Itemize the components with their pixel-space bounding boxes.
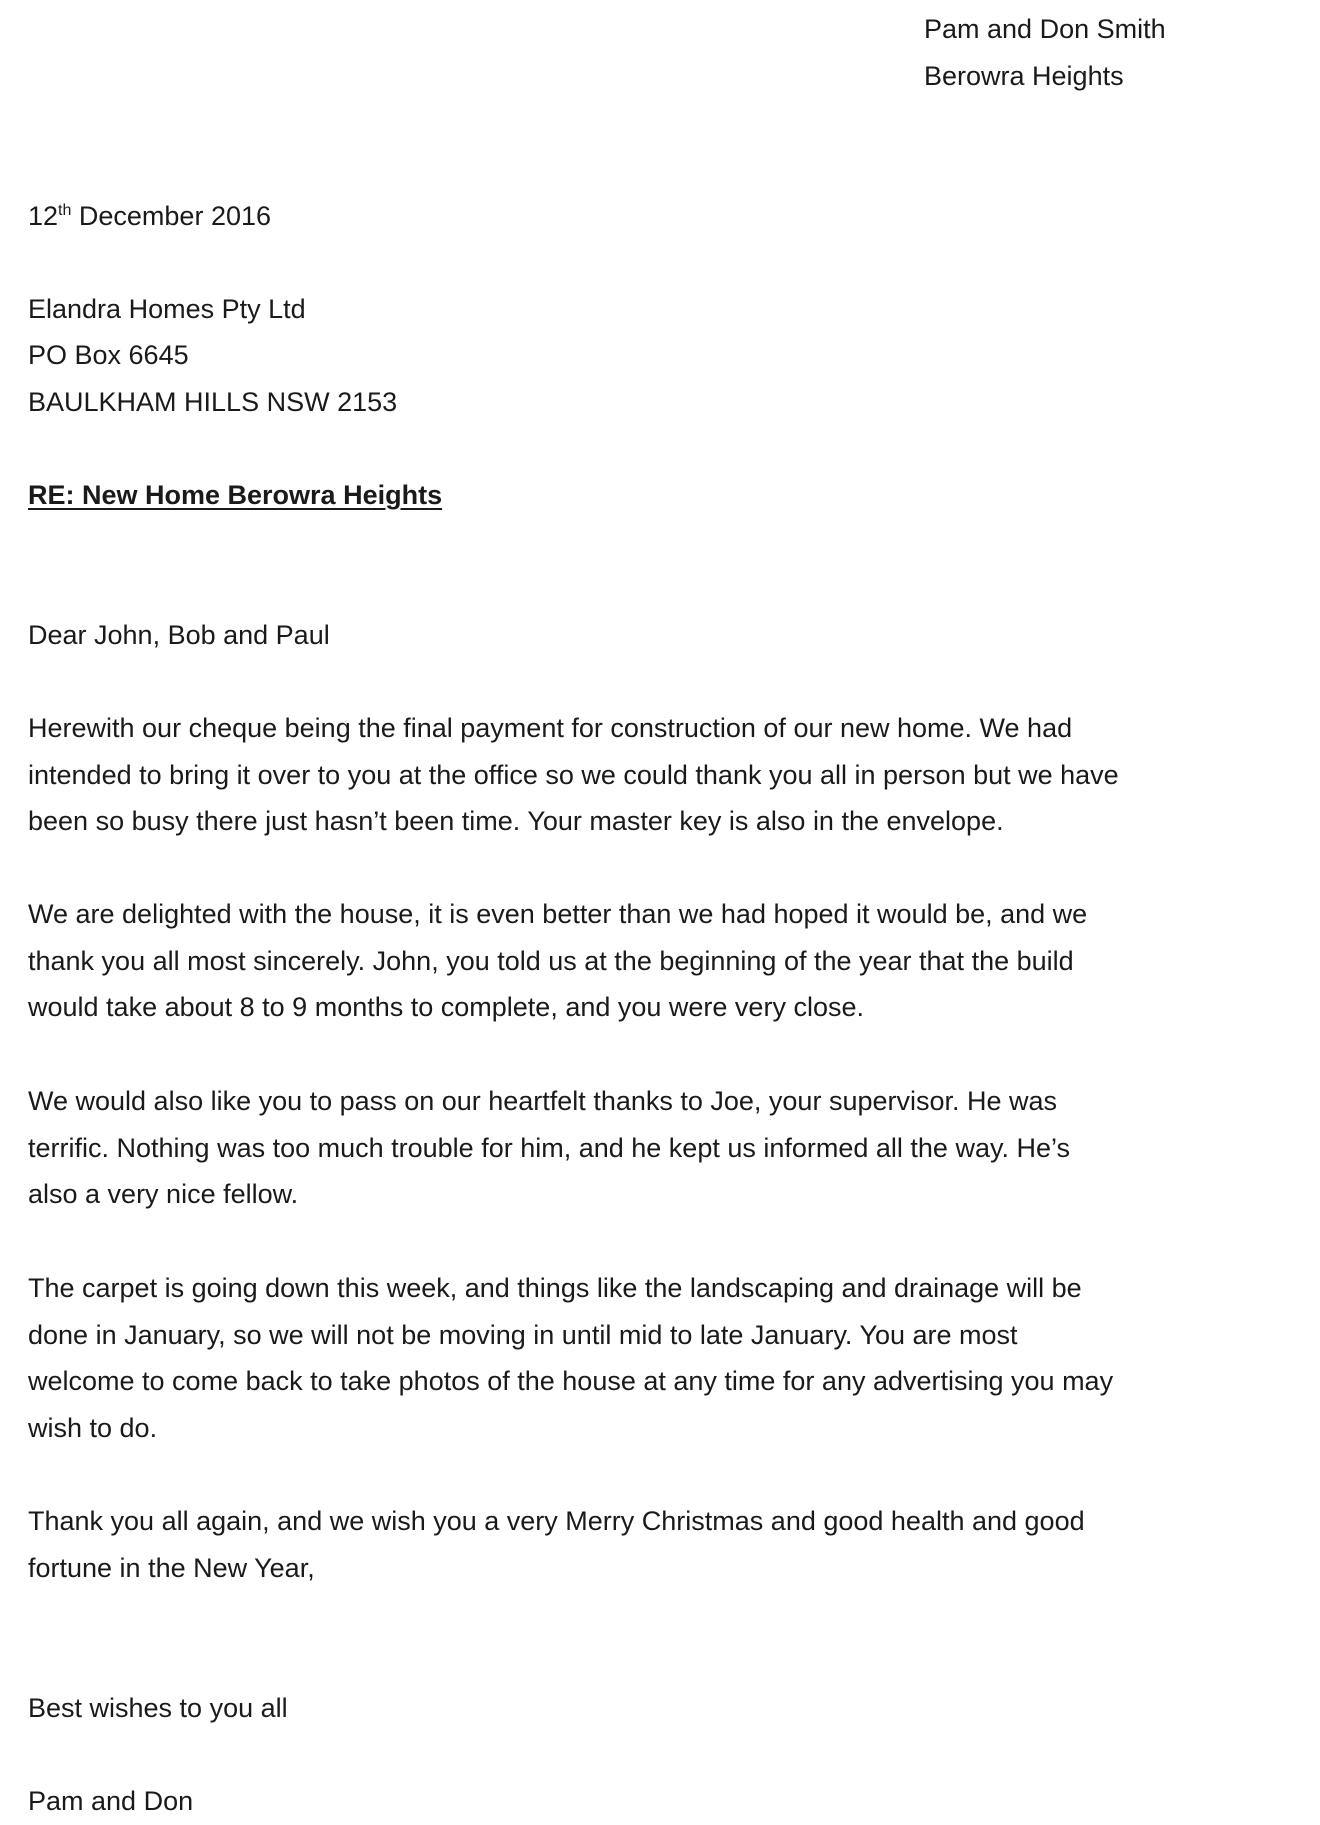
paragraph-line: We are delighted with the house, it is even better than we had hoped it would be, and we — [28, 899, 1088, 929]
paragraph-2 — [28, 891, 1298, 1031]
paragraph-line: Thank you all again, and we wish you a very Merry Christmas and good health and good — [28, 1506, 1085, 1536]
paragraph-line: been so busy there just hasn’t been time. Your master key is also in the envelope. — [28, 806, 1004, 836]
paragraph-line: wish to do. — [28, 1412, 158, 1443]
sender-name: Pam and Don Smith — [924, 14, 1166, 44]
sender-location: Berowra Heights — [924, 61, 1124, 91]
paragraph-line: The carpet is going down this week, and things like the landscaping and drainage will be — [28, 1273, 1082, 1303]
paragraph-3 — [28, 1078, 1298, 1218]
signature: Pam and Don — [28, 1786, 194, 1816]
subject-line: RE: New Home Berowra Heights — [28, 480, 443, 510]
paragraph-line: Herewith our cheque being the final payment for construction of our new home. We had — [28, 713, 1073, 743]
paragraph-line: thank you all most sincerely. John, you told us at the beginning of the year that the build — [28, 945, 1074, 976]
paragraph-line: fortune in the New Year, — [28, 1552, 315, 1583]
recipient-po-box: PO Box 6645 — [28, 340, 189, 370]
paragraph-line: intended to bring it over to you at the office so we could thank you all in person but we have — [28, 759, 1119, 790]
paragraph-4 — [28, 1265, 1298, 1451]
recipient-company: Elandra Homes Pty Ltd — [28, 294, 306, 324]
paragraph-line: would take about 8 to 9 months to complete, and you were very close. — [28, 992, 864, 1022]
date-day: 12 — [28, 201, 59, 231]
paragraph-line: welcome to come back to take photos of the house at any time for any advertising you may — [28, 1366, 1114, 1396]
paragraph-5 — [28, 1498, 1298, 1591]
paragraph-line: also a very nice fellow. — [28, 1179, 299, 1209]
recipient-city: BAULKHAM HILLS NSW 2153 — [28, 387, 398, 417]
sender-block — [924, 6, 1166, 100]
date-rest: December 2016 — [71, 201, 272, 231]
paragraph-line: We would also like you to pass on our heartfelt thanks to Joe, your supervisor. He was — [28, 1086, 1058, 1116]
closing: Best wishes to you all — [28, 1693, 288, 1723]
paragraph-line: terrific. Nothing was too much trouble for him, and he kept us informed all the way. He’s — [28, 1132, 1070, 1163]
paragraph-line: done in January, so we will not be moving in until mid to late January. You are most — [28, 1319, 1018, 1350]
paragraph-1 — [28, 705, 1298, 845]
date-suffix: th — [58, 202, 72, 219]
letter-date — [28, 193, 271, 240]
salutation: Dear John, Bob and Paul — [28, 620, 330, 650]
